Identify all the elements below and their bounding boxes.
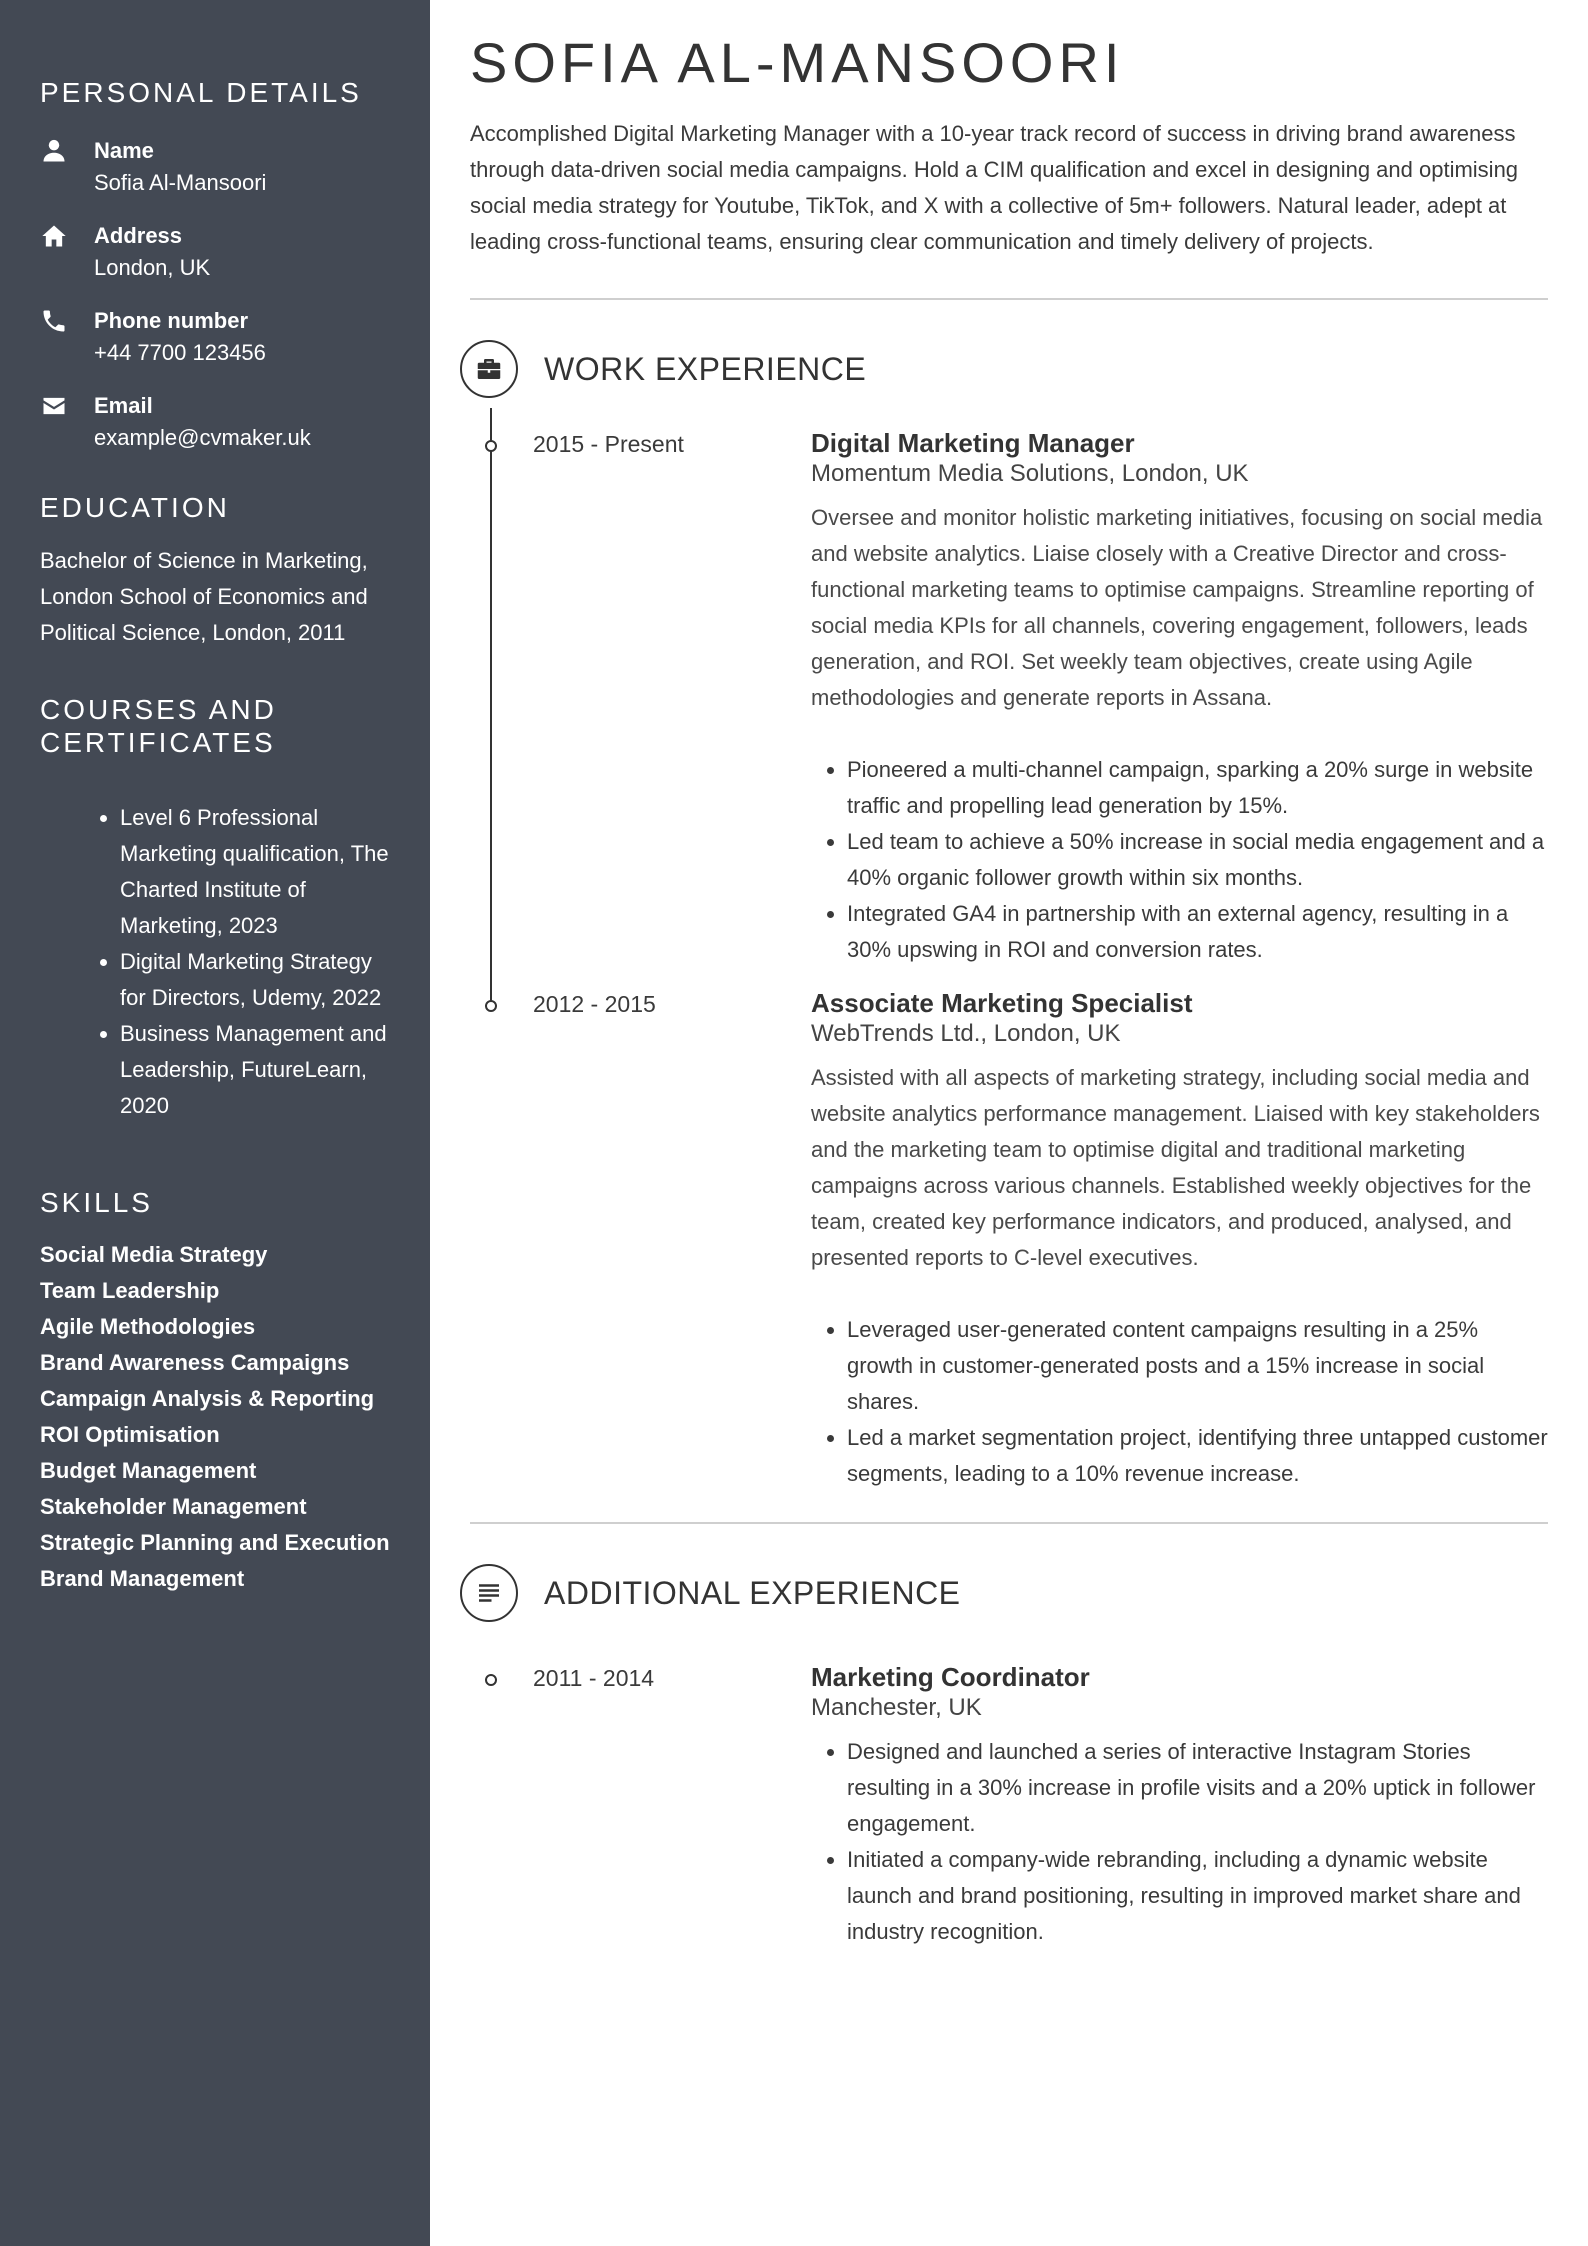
contact-list bbox=[40, 135, 390, 454]
contact-label: Name bbox=[94, 138, 154, 163]
skill-item: Budget Management bbox=[40, 1458, 257, 1483]
contact-value: +44 7700 123456 bbox=[94, 340, 266, 365]
skill-item: Strategic Planning and Execution bbox=[40, 1530, 390, 1555]
person-icon bbox=[40, 135, 94, 199]
work-experience-title: WORK EXPERIENCE bbox=[544, 350, 867, 387]
email-icon bbox=[40, 390, 94, 454]
entry-body bbox=[811, 428, 1548, 968]
job-company: Momentum Media Solutions, London, UK bbox=[811, 460, 1249, 487]
section-divider bbox=[470, 1522, 1548, 1524]
work-entry bbox=[470, 988, 1548, 1492]
candidate-name: SOFIA AL-MANSOORI bbox=[470, 31, 1125, 94]
timeline-dot bbox=[485, 1000, 497, 1012]
skill-item: ROI Optimisation bbox=[40, 1422, 220, 1447]
entry-body bbox=[811, 988, 1548, 1492]
contact-label: Email bbox=[94, 393, 153, 418]
entry-date: 2011 - 2014 bbox=[533, 1665, 655, 1691]
achievement-list bbox=[811, 752, 1548, 968]
entry-date: 2015 - Present bbox=[533, 431, 684, 457]
skill-item: Campaign Analysis & Reporting bbox=[40, 1386, 375, 1411]
education-heading: EDUCATION bbox=[40, 492, 230, 523]
course-list bbox=[40, 800, 390, 1124]
achievement-item: • Pioneered a multi-channel campaign, sparking a 20% surge in website traffic and propelling lead generation by 15%. bbox=[847, 752, 1548, 824]
phone-icon bbox=[40, 305, 94, 369]
achievement-item: • Leveraged user-generated content campaigns resulting in a 25% growth in customer-generated posts and a 15% increase in social shares. bbox=[847, 1312, 1548, 1420]
additional-experience-title: ADDITIONAL EXPERIENCE bbox=[544, 1574, 961, 1611]
notes-icon bbox=[460, 1564, 518, 1622]
contact-value: Sofia Al-Mansoori bbox=[94, 170, 267, 195]
course-item: • Business Management and Leadership, FutureLearn, 2020 bbox=[120, 1016, 390, 1124]
achievement-item: • Led team to achieve a 50% increase in social media engagement and a 40% organic follower growth within six months. bbox=[847, 824, 1548, 896]
skill-item: Brand Awareness Campaigns bbox=[40, 1350, 350, 1375]
additional-experience-header bbox=[460, 1564, 1548, 1622]
entry-date: 2012 - 2015 bbox=[533, 991, 656, 1017]
contact-phone bbox=[40, 305, 390, 369]
achievement-list bbox=[811, 1734, 1548, 1950]
contact-email bbox=[40, 390, 390, 454]
skill-item: Brand Management bbox=[40, 1566, 245, 1591]
achievement-item: • Initiated a company-wide rebranding, including a dynamic website launch and brand positioning, resulting in improved market share and industry recognition. bbox=[847, 1842, 1548, 1950]
contact-label: Address bbox=[94, 223, 183, 248]
contact-label: Phone number bbox=[94, 308, 249, 333]
skill-item: Social Media Strategy bbox=[40, 1242, 268, 1267]
work-experience-header bbox=[460, 340, 1548, 398]
education-text: Bachelor of Science in Marketing, London School of Economics and Political Science, London, 2011 bbox=[40, 548, 368, 645]
contact-value: London, UK bbox=[94, 255, 211, 280]
job-description: Assisted with all aspects of marketing strategy, including social media and website analytics performance management. Liaised with key stakeholders and the marketing team to optimise digital and traditional marketing campaigns across various channels. Established weekly objectives for the team, created key performance indicators, and produced, analysed, and presented reports to C-level executives. bbox=[811, 1065, 1540, 1270]
achievement-list bbox=[811, 1312, 1548, 1492]
contact-value[interactable]: example@cvmaker.uk bbox=[94, 425, 311, 450]
skill-list bbox=[40, 1237, 390, 1597]
achievement-item: • Designed and launched a series of interactive Instagram Stories resulting in a 30% increase in profile visits and a 20% uptick in follower engagement. bbox=[847, 1734, 1548, 1842]
additional-timeline bbox=[470, 1662, 1548, 1950]
work-timeline bbox=[470, 428, 1548, 1492]
contact-name bbox=[40, 135, 390, 199]
course-item: • Level 6 Professional Marketing qualification, The Charted Institute of Marketing, 2023 bbox=[120, 800, 390, 944]
personal-details-heading: PERSONAL DETAILS bbox=[40, 77, 362, 108]
job-company: Manchester, UK bbox=[811, 1694, 982, 1721]
job-title: Associate Marketing Specialist bbox=[811, 988, 1193, 1018]
skill-item: Agile Methodologies bbox=[40, 1314, 256, 1339]
achievement-item: • Led a market segmentation project, identifying three untapped customer segments, leading to a 10% revenue increase. bbox=[847, 1420, 1548, 1492]
work-entry bbox=[470, 428, 1548, 968]
contact-address bbox=[40, 220, 390, 284]
job-title: Digital Marketing Manager bbox=[811, 428, 1135, 458]
profile-summary: Accomplished Digital Marketing Manager with a 10-year track record of success in driving brand awareness through data-driven social media campaigns. Hold a CIM qualification and excel in designing and optimising social media strategy for Youtube, TikTok, and X with a collective of 5m+ followers. Natural leader, adept at leading cross-functional teams, ensuring clear communication and timely delivery of projects. bbox=[470, 121, 1519, 254]
main-content bbox=[430, 0, 1588, 2246]
entry-body bbox=[811, 1662, 1548, 1950]
job-title: Marketing Coordinator bbox=[811, 1662, 1090, 1692]
job-company: WebTrends Ltd., London, UK bbox=[811, 1020, 1121, 1047]
skills-heading: SKILLS bbox=[40, 1187, 153, 1218]
job-description: Oversee and monitor holistic marketing initiatives, focusing on social media and website analytics. Liaise closely with a Creative Director and cross-functional marketing teams to optimise campaigns. Streamline reporting of social media KPIs for all channels, covering engagement, followers, leads generation, and ROI. Set weekly team objectives, create using Agile methodologies and generate reports in Assana. bbox=[811, 505, 1543, 710]
section-divider bbox=[470, 298, 1548, 300]
timeline-dot bbox=[485, 440, 497, 452]
home-icon bbox=[40, 220, 94, 284]
course-item: • Digital Marketing Strategy for Directors, Udemy, 2022 bbox=[120, 944, 390, 1016]
additional-entry bbox=[470, 1662, 1548, 1950]
courses-heading: COURSES AND CERTIFICATES bbox=[40, 694, 277, 758]
skill-item: Stakeholder Management bbox=[40, 1494, 307, 1519]
skill-item: Team Leadership bbox=[40, 1278, 220, 1303]
achievement-item: • Integrated GA4 in partnership with an external agency, resulting in a 30% upswing in ROI and conversion rates. bbox=[847, 896, 1548, 968]
sidebar bbox=[0, 0, 430, 2246]
briefcase-icon bbox=[460, 340, 518, 398]
timeline-dot bbox=[485, 1674, 497, 1686]
